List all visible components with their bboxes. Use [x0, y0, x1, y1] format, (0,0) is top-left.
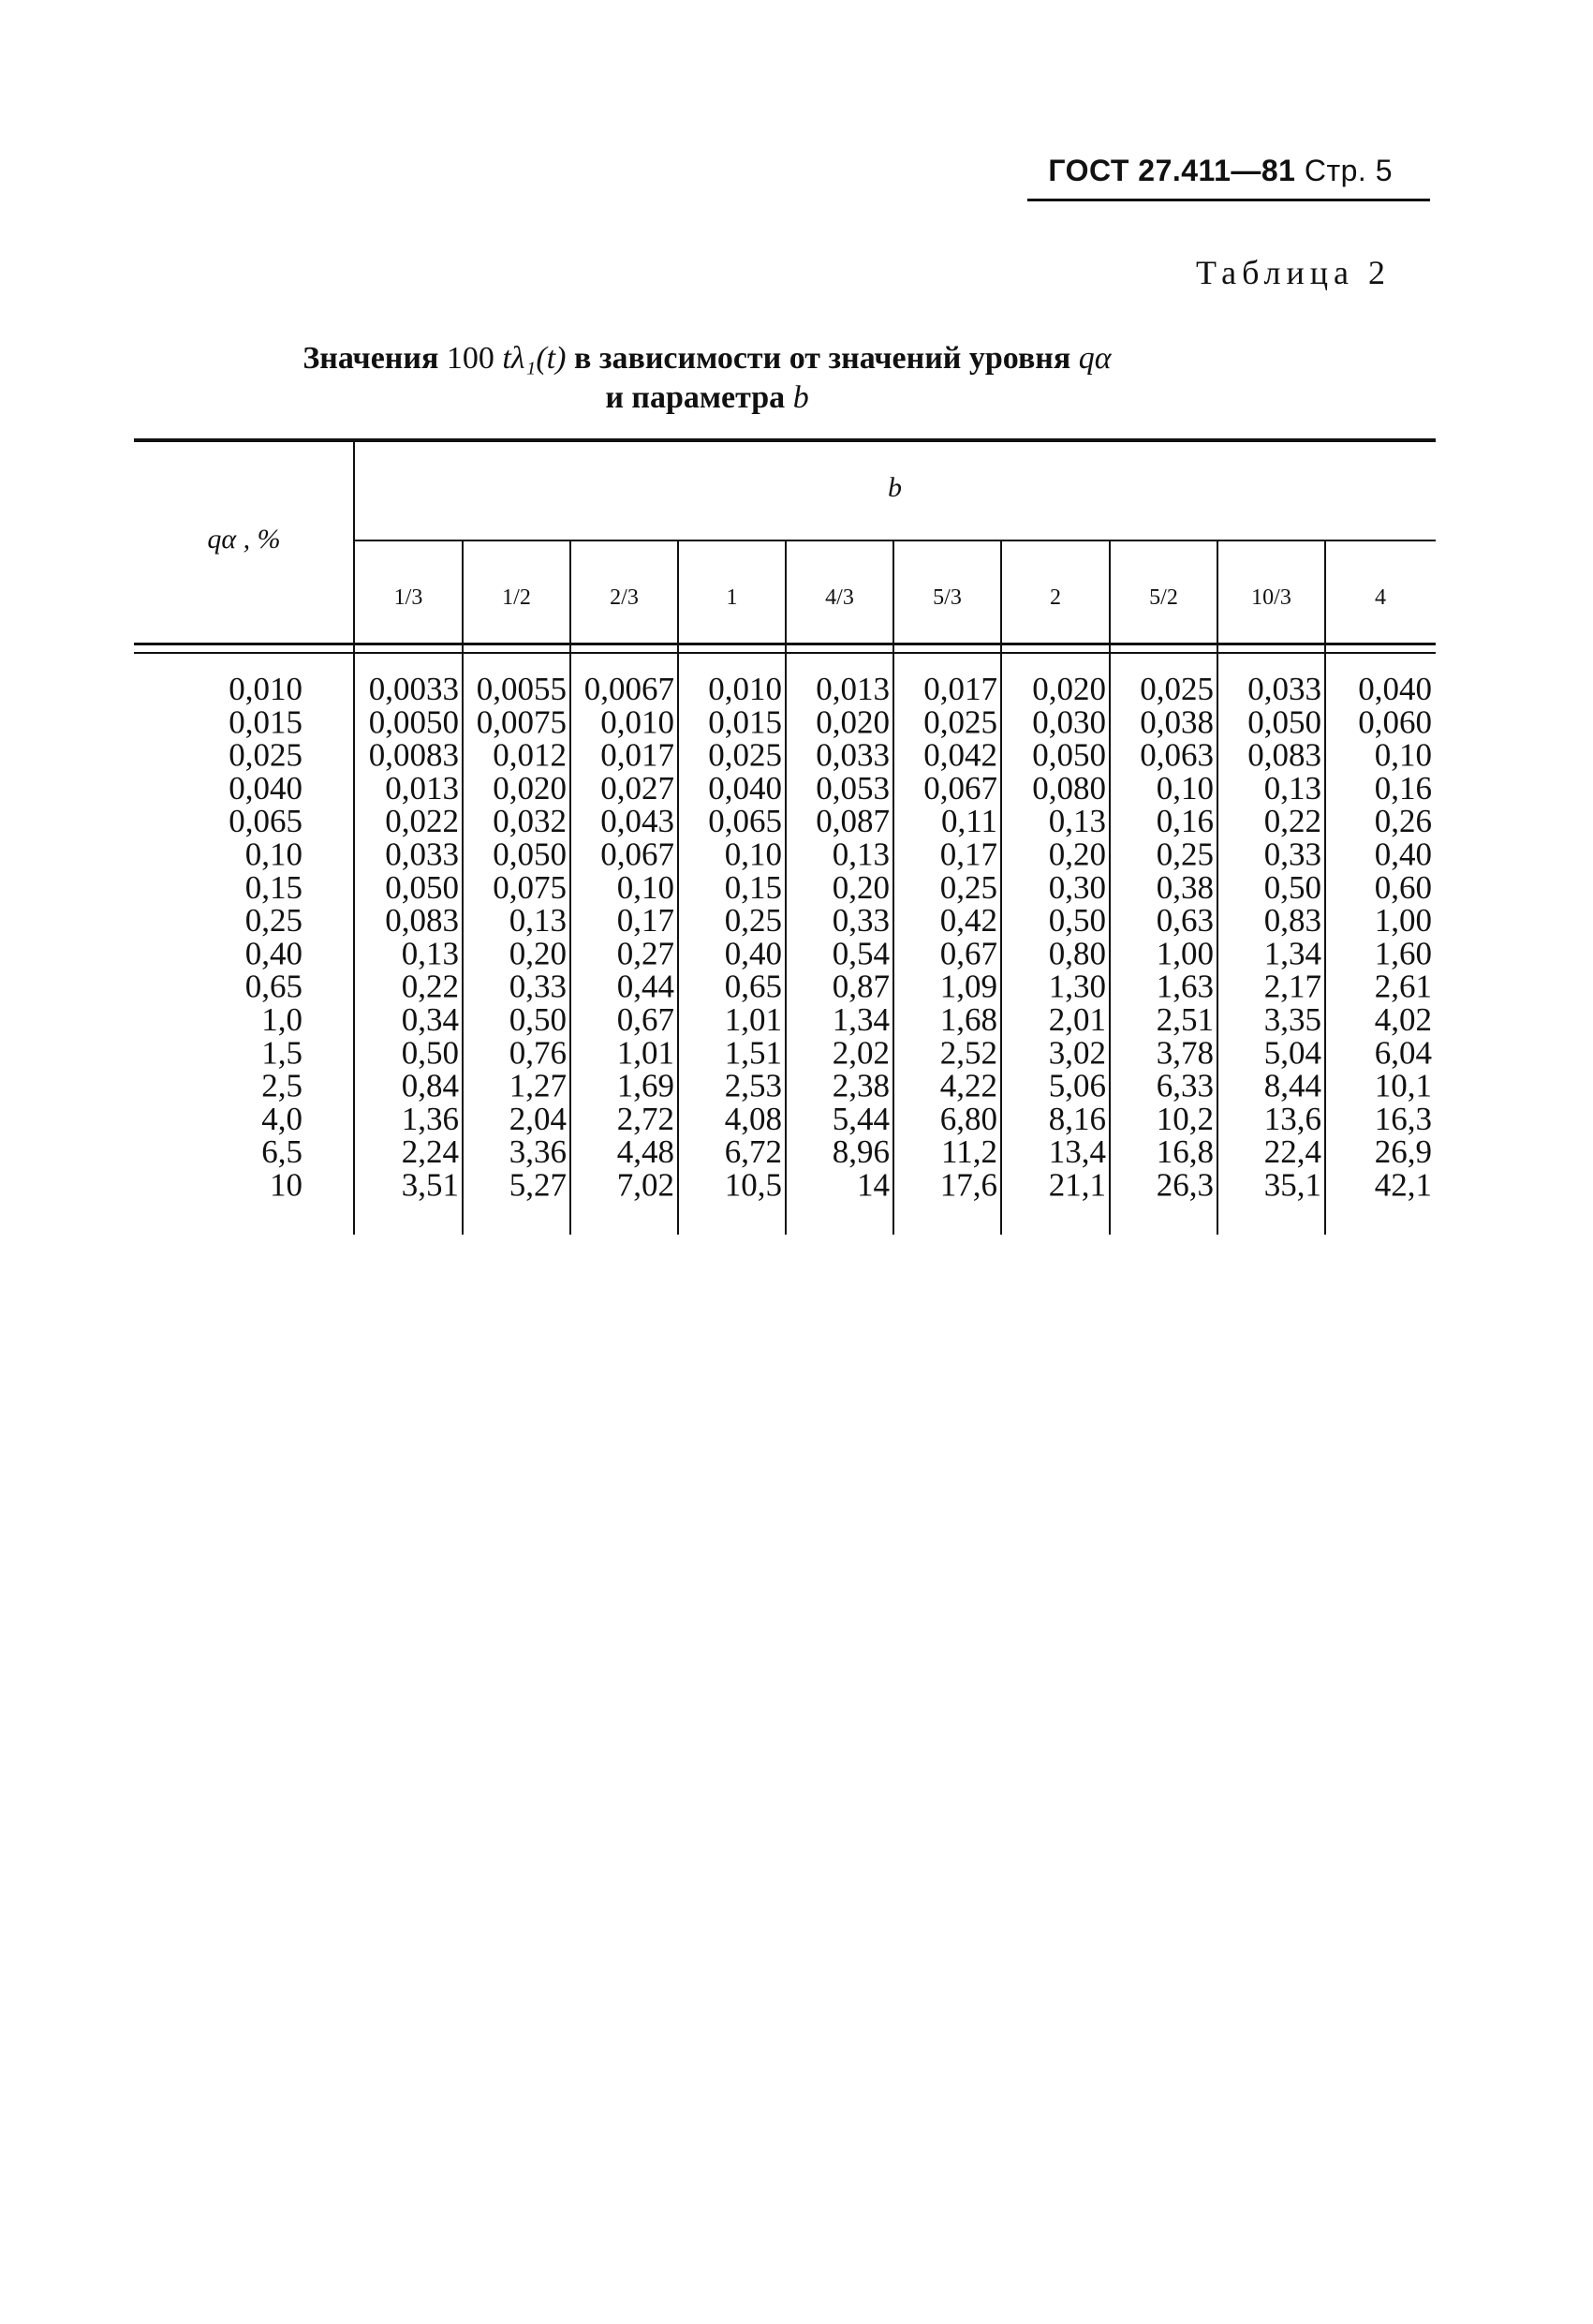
- table-cell: 0,083: [385, 902, 459, 940]
- column-header-b: 10/3: [1251, 585, 1291, 610]
- table-cell: 1,51: [724, 1034, 782, 1072]
- table-cell: 6,72: [724, 1133, 782, 1171]
- table-cell: 16,8: [1156, 1133, 1214, 1171]
- table-label: Таблица 2: [1196, 254, 1391, 291]
- table-cell: 0,042: [923, 736, 997, 774]
- table-cell: 2,24: [401, 1133, 459, 1171]
- table-cell: 0,050: [1247, 703, 1321, 741]
- table-cell: 0,038: [1140, 703, 1214, 741]
- row-label-q: 1,0: [261, 1001, 302, 1038]
- table-cell: 0,67: [939, 935, 997, 972]
- column-header-b: 5/3: [933, 585, 962, 610]
- table-cell: 0,050: [493, 836, 567, 873]
- table-cell: 0,025: [1140, 671, 1214, 707]
- table-cell: 0,13: [401, 935, 459, 972]
- table-cell: 0,50: [1048, 902, 1106, 940]
- table-cell: 0,0075: [476, 703, 567, 741]
- column-header-b: 1/3: [393, 585, 423, 610]
- table-cell: 0,013: [385, 769, 459, 807]
- table-cell: 0,0083: [368, 736, 459, 774]
- column-header-b: 2/3: [610, 585, 639, 610]
- table-cell: 26,3: [1156, 1166, 1214, 1204]
- table-cell: 0,010: [708, 671, 782, 707]
- row-label-q: 0,15: [244, 868, 302, 906]
- table-cell: 0,020: [493, 769, 567, 807]
- table-cell: 0,87: [832, 968, 890, 1005]
- vline-col-7: [1109, 540, 1111, 1235]
- table-cell: 2,53: [724, 1067, 782, 1104]
- table-cell: 0,83: [1263, 902, 1321, 940]
- table-cell: 3,36: [509, 1133, 567, 1171]
- table-cell: 0,067: [923, 769, 997, 807]
- vline-col-5: [892, 540, 894, 1235]
- table-cell: 1,69: [616, 1067, 674, 1104]
- table-cell: 0,022: [385, 803, 459, 840]
- table-cell: 0,033: [385, 836, 459, 873]
- table-cell: 0,025: [923, 703, 997, 741]
- table-cell: 3,78: [1156, 1034, 1214, 1072]
- table-cell: 21,1: [1048, 1166, 1106, 1204]
- row-label-q: 6,5: [261, 1133, 302, 1171]
- table-cell: 2,02: [832, 1034, 890, 1072]
- table-cell: 10,1: [1374, 1067, 1432, 1104]
- table-cell: 17,6: [939, 1166, 997, 1204]
- row-label-q: 0,025: [229, 736, 302, 774]
- table-cell: 0,40: [1374, 836, 1432, 873]
- column-header-b: 4: [1375, 585, 1386, 610]
- table-cell: 1,00: [1156, 935, 1214, 972]
- table-cell: 0,25: [1156, 836, 1214, 873]
- row-label-q: 0,065: [229, 803, 302, 840]
- table-cell: 2,61: [1374, 968, 1432, 1005]
- vline-col-1: [462, 540, 464, 1235]
- column-header-b: 4/3: [825, 585, 854, 610]
- table-cell: 0,040: [708, 769, 782, 807]
- table-cell: 35,1: [1263, 1166, 1321, 1204]
- table-cell: 0,10: [616, 868, 674, 906]
- table-cell: 0,20: [509, 935, 567, 972]
- table-cell: 1,34: [832, 1001, 890, 1038]
- table-cell: 0,0055: [476, 671, 567, 707]
- table-cell: 6,04: [1374, 1034, 1432, 1072]
- table-cell: 0,33: [509, 968, 567, 1005]
- table-top-rule: [134, 438, 1436, 442]
- table-cell: 0,26: [1374, 803, 1432, 840]
- table-cell: 0,17: [939, 836, 997, 873]
- row-label-q: 0,65: [244, 968, 302, 1005]
- table-cell: 0,015: [708, 703, 782, 741]
- table-cell: 0,16: [1156, 803, 1214, 840]
- table-cell: 3,02: [1048, 1034, 1106, 1072]
- table-cell: 4,48: [616, 1133, 674, 1171]
- table-cell: 0,040: [1358, 671, 1432, 707]
- vline-col-9: [1324, 540, 1326, 1235]
- table-cell: 0,067: [600, 836, 674, 873]
- header-sub-rule: [354, 540, 1436, 541]
- table-cell: 0,043: [600, 803, 674, 840]
- table-cell: 2,52: [939, 1034, 997, 1072]
- table-cell: 0,10: [1374, 736, 1432, 774]
- column-header-b: 2: [1050, 585, 1061, 610]
- table-cell: 0,20: [1048, 836, 1106, 873]
- table-cell: 4,22: [939, 1067, 997, 1104]
- table-cell: 0,0033: [368, 671, 459, 707]
- table-cell: 0,84: [401, 1067, 459, 1104]
- table-cell: 1,63: [1156, 968, 1214, 1005]
- table-cell: 0,0050: [368, 703, 459, 741]
- table-cell: 0,50: [509, 1001, 567, 1038]
- table-cell: 14: [857, 1166, 890, 1204]
- table-cell: 1,36: [401, 1100, 459, 1137]
- table-cell: 0,075: [493, 868, 567, 906]
- table-cell: 13,6: [1263, 1100, 1321, 1137]
- table-cell: 8,16: [1048, 1100, 1106, 1137]
- page-number: Стр. 5: [1304, 154, 1393, 187]
- caption-line-1: Значения 100 tλ₁(t) в зависимости от значений уровня qα: [302, 341, 1112, 376]
- table-cell: 0,032: [493, 803, 567, 840]
- table-cell: 0,050: [385, 868, 459, 906]
- table-cell: 1,01: [616, 1034, 674, 1072]
- table-cell: 0,033: [816, 736, 890, 774]
- table-cell: 0,15: [724, 868, 782, 906]
- table-cell: 2,01: [1048, 1001, 1106, 1038]
- table-cell: 5,04: [1263, 1034, 1321, 1072]
- row-label-q: 0,40: [244, 935, 302, 972]
- table-cell: 3,35: [1263, 1001, 1321, 1038]
- table-cell: 22,4: [1263, 1133, 1321, 1171]
- table-cell: 0,012: [493, 736, 567, 774]
- table-cell: 0,50: [401, 1034, 459, 1072]
- table-cell: 0,053: [816, 769, 890, 807]
- table-cell: 1,68: [939, 1001, 997, 1038]
- table-cell: 0,27: [616, 935, 674, 972]
- table-cell: 2,51: [1156, 1001, 1214, 1038]
- row-label-q: 0,010: [229, 671, 302, 707]
- table-cell: 42,1: [1374, 1166, 1432, 1204]
- table-cell: 10,2: [1156, 1100, 1214, 1137]
- table-cell: 0,10: [1156, 769, 1214, 807]
- table-cell: 0,33: [832, 902, 890, 940]
- table-cell: 0,60: [1374, 868, 1432, 906]
- table-cell: 0,013: [816, 671, 890, 707]
- vline-stub: [353, 442, 355, 1235]
- table-cell: 0,10: [724, 836, 782, 873]
- row-label-q: 10: [270, 1166, 302, 1204]
- row-label-q: 0,040: [229, 769, 302, 807]
- table-cell: 0,017: [600, 736, 674, 774]
- table-cell: 10,5: [724, 1166, 782, 1204]
- table-cell: 0,42: [939, 902, 997, 940]
- table-cell: 0,13: [832, 836, 890, 873]
- table-cell: 1,34: [1263, 935, 1321, 972]
- table-cell: 0,54: [832, 935, 890, 972]
- table-cell: 0,30: [1048, 868, 1106, 906]
- table-cell: 0,060: [1358, 703, 1432, 741]
- table-cell: 8,44: [1263, 1067, 1321, 1104]
- table-cell: 0,40: [724, 935, 782, 972]
- table-cell: 0,25: [939, 868, 997, 906]
- table-cell: 0,025: [708, 736, 782, 774]
- row-label-q: 1,5: [261, 1034, 302, 1072]
- table-cell: 0,083: [1247, 736, 1321, 774]
- caption-line-2: и параметра b: [605, 380, 809, 415]
- table-cell: 0,17: [616, 902, 674, 940]
- table-cell: 8,96: [832, 1133, 890, 1171]
- vline-col-8: [1217, 540, 1218, 1235]
- row-label-q: 2,5: [261, 1067, 302, 1104]
- table-cell: 0,25: [724, 902, 782, 940]
- row-label-q: 0,10: [244, 836, 302, 873]
- table-cell: 1,27: [509, 1067, 567, 1104]
- table-cell: 2,38: [832, 1067, 890, 1104]
- table-cell: 5,06: [1048, 1067, 1106, 1104]
- table-cell: 0,063: [1140, 736, 1214, 774]
- table-cell: 1,30: [1048, 968, 1106, 1005]
- table-cell: 0,13: [1048, 803, 1106, 840]
- table-cell: 0,087: [816, 803, 890, 840]
- table-cell: 6,80: [939, 1100, 997, 1137]
- table-cell: 26,9: [1374, 1133, 1432, 1171]
- table-cell: 0,22: [1263, 803, 1321, 840]
- table-cell: 0,13: [1263, 769, 1321, 807]
- table-cell: 16,3: [1374, 1100, 1432, 1137]
- row-label-q: 0,25: [244, 902, 302, 940]
- table-cell: 0,34: [401, 1001, 459, 1038]
- table-cell: 2,17: [1263, 968, 1321, 1005]
- column-header-b: 5/2: [1149, 585, 1178, 610]
- vline-col-3: [677, 540, 679, 1235]
- table-cell: 0,017: [923, 671, 997, 707]
- table-cell: 2,04: [509, 1100, 567, 1137]
- row-header-label: qα , %: [207, 524, 281, 555]
- table-cell: 0,80: [1048, 935, 1106, 972]
- table-cell: 0,027: [600, 769, 674, 807]
- table-cell: 0,020: [816, 703, 890, 741]
- table-cell: 0,080: [1032, 769, 1106, 807]
- table-cell: 0,033: [1247, 671, 1321, 707]
- vline-col-4: [785, 540, 787, 1235]
- vline-col-2: [569, 540, 571, 1235]
- table-cell: 6,33: [1156, 1067, 1214, 1104]
- table-cell: 5,44: [832, 1100, 890, 1137]
- table-cell: 0,030: [1032, 703, 1106, 741]
- table-cell: 7,02: [616, 1166, 674, 1204]
- table-cell: 0,16: [1374, 769, 1432, 807]
- table-cell: 4,02: [1374, 1001, 1432, 1038]
- document-number: ГОСТ 27.411—81: [1048, 154, 1296, 187]
- table-cell: 0,65: [724, 968, 782, 1005]
- table-cell: 0,76: [509, 1034, 567, 1072]
- table-cell: 0,50: [1263, 868, 1321, 906]
- column-header-b: 1: [726, 585, 738, 610]
- table-cell: 0,67: [616, 1001, 674, 1038]
- table-cell: 5,27: [509, 1166, 567, 1204]
- table-cell: 0,63: [1156, 902, 1214, 940]
- table-cell: 0,22: [401, 968, 459, 1005]
- column-header-b: 1/2: [502, 585, 531, 610]
- table-cell: 0,050: [1032, 736, 1106, 774]
- table-cell: 0,13: [509, 902, 567, 940]
- table-cell: 13,4: [1048, 1133, 1106, 1171]
- table-cell: 1,60: [1374, 935, 1432, 972]
- table-cell: 0,020: [1032, 671, 1106, 707]
- table-cell: 11,2: [941, 1133, 997, 1171]
- table-cell: 1,00: [1374, 902, 1432, 940]
- table-cell: 0,065: [708, 803, 782, 840]
- group-header-b: b: [888, 472, 902, 503]
- table-cell: 0,38: [1156, 868, 1214, 906]
- row-label-q: 0,015: [229, 703, 302, 741]
- row-label-q: 4,0: [261, 1100, 302, 1137]
- table-cell: 4,08: [724, 1100, 782, 1137]
- table-cell: 3,51: [401, 1166, 459, 1204]
- table-cell: 0,44: [616, 968, 674, 1005]
- table-cell: 0,11: [941, 803, 997, 840]
- table-cell: 0,0067: [583, 671, 674, 707]
- table-cell: 0,010: [600, 703, 674, 741]
- table-cell: 1,09: [939, 968, 997, 1005]
- table-cell: 1,01: [724, 1001, 782, 1038]
- table-cell: 2,72: [616, 1100, 674, 1137]
- vline-col-6: [1000, 540, 1002, 1235]
- table-cell: 0,33: [1263, 836, 1321, 873]
- table-cell: 0,20: [832, 868, 890, 906]
